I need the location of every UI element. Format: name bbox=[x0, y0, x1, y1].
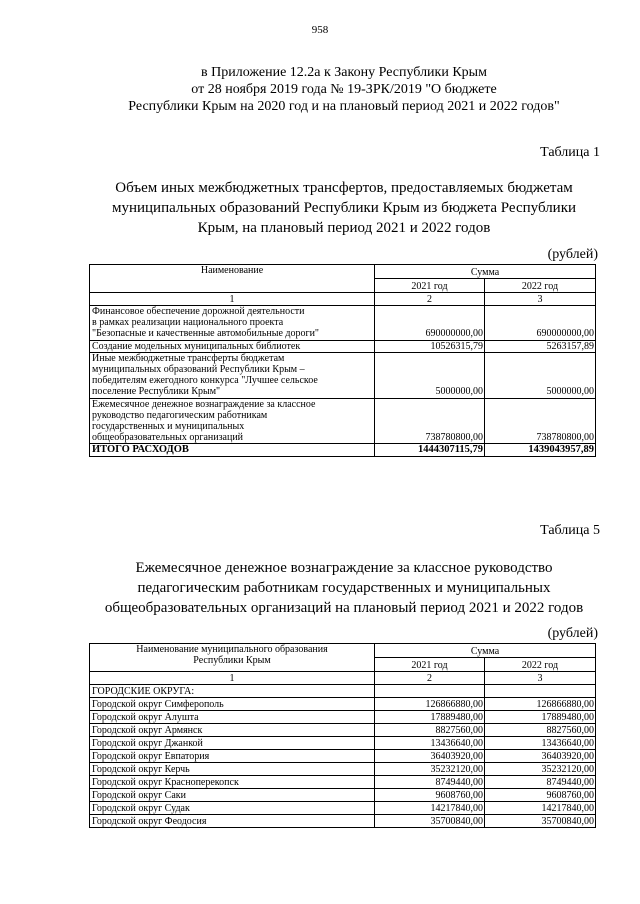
col-number: 2 bbox=[375, 293, 485, 306]
table5-label: Таблица 5 bbox=[540, 523, 600, 538]
col-header-sum: Сумма bbox=[375, 265, 596, 279]
table-row bbox=[90, 306, 596, 341]
value-2021: 690000000,00 bbox=[375, 306, 485, 341]
municipality-name: Городской округ Армянск bbox=[90, 724, 375, 737]
value-2021: 10526315,79 bbox=[375, 340, 485, 352]
empty-cell bbox=[375, 685, 485, 698]
value-2021: 738780800,00 bbox=[375, 398, 485, 444]
value-2021: 13436640,00 bbox=[375, 737, 485, 750]
item-name bbox=[90, 340, 375, 352]
value-2021: 35700840,00 bbox=[375, 815, 485, 828]
value-2021: 36403920,00 bbox=[375, 750, 485, 763]
header-line: от 28 ноября 2019 года № 19-ЗРК/2019 "О бюджете bbox=[191, 82, 497, 97]
value-2021: 126866880,00 bbox=[375, 698, 485, 711]
table-row bbox=[90, 352, 596, 398]
value-2022: 36403920,00 bbox=[485, 750, 596, 763]
municipality-name: Городской округ Керчь bbox=[90, 763, 375, 776]
item-name bbox=[90, 398, 375, 444]
value-2021: 5000000,00 bbox=[375, 352, 485, 398]
page-number: 958 bbox=[311, 24, 329, 36]
item-name-line: Иные межбюджетные трансферты бюджетам bbox=[92, 352, 285, 364]
value-2022: 690000000,00 bbox=[485, 306, 596, 341]
value-2022: 738780800,00 bbox=[485, 398, 596, 444]
title-line: общеобразовательных организаций на плановый период 2021 и 2022 годов bbox=[104, 600, 584, 616]
item-name-line: государственных и муниципальных bbox=[92, 421, 245, 433]
table1-label: Таблица 1 bbox=[540, 145, 600, 160]
total-row bbox=[90, 444, 596, 456]
col-number: 3 bbox=[485, 672, 596, 685]
item-name-line: муниципальных образований Республики Крым – bbox=[92, 364, 305, 376]
table-row bbox=[90, 750, 596, 763]
header-line: Республики Крым на 2020 год и на плановый период 2021 и 2022 годов" bbox=[128, 99, 560, 114]
table5-unit: (рублей) bbox=[547, 626, 598, 641]
class-teacher-reward-table bbox=[89, 643, 596, 828]
municipality-name: Городской округ Евпатория bbox=[90, 750, 375, 763]
col-header-2021: 2021 год bbox=[375, 658, 485, 672]
col-number: 1 bbox=[90, 672, 375, 685]
col-header-2022: 2022 год bbox=[485, 279, 596, 293]
item-name-line: победителям ежегодного конкурса "Лучшее сельское bbox=[92, 375, 318, 387]
municipality-name: Городской округ Алушта bbox=[90, 711, 375, 724]
item-name-line: Ежемесячное денежное вознаграждение за классное bbox=[92, 398, 316, 410]
value-2022: 9608760,00 bbox=[485, 789, 596, 802]
municipality-name: Городской округ Судак bbox=[90, 802, 375, 815]
value-2022: 35232120,00 bbox=[485, 763, 596, 776]
col-number: 1 bbox=[90, 293, 375, 306]
col-header-sum: Сумма bbox=[375, 644, 596, 658]
item-name-line: Создание модельных муниципальных библиотек bbox=[92, 340, 301, 352]
header-line: в Приложение 12.2а к Закону Республики Крым bbox=[201, 65, 487, 80]
table-row bbox=[90, 815, 596, 828]
col-header-2021: 2021 год bbox=[375, 279, 485, 293]
header-line: Республики Крым bbox=[193, 655, 271, 667]
empty-cell bbox=[485, 685, 596, 698]
municipality-name: Городской округ Красноперекопск bbox=[90, 776, 375, 789]
header-line: Наименование муниципального образования bbox=[136, 644, 328, 655]
col-header-2022: 2022 год bbox=[485, 658, 596, 672]
municipality-name: Городской округ Джанкой bbox=[90, 737, 375, 750]
item-name-line: Финансовое обеспечение дорожной деятельности bbox=[92, 306, 305, 317]
table-row bbox=[90, 340, 596, 352]
table1-title bbox=[88, 178, 600, 238]
table1-unit: (рублей) bbox=[547, 247, 598, 262]
table-row bbox=[90, 802, 596, 815]
table-row bbox=[90, 711, 596, 724]
item-name-line: общеобразовательных организаций bbox=[92, 432, 244, 444]
title-line: педагогическим работникам государственных и муниципальных bbox=[137, 580, 551, 596]
col-number: 2 bbox=[375, 672, 485, 685]
col-header-name: Наименование bbox=[90, 265, 375, 293]
law-reference-header bbox=[88, 64, 600, 115]
value-2022: 8749440,00 bbox=[485, 776, 596, 789]
col-number: 3 bbox=[485, 293, 596, 306]
municipality-name: Городской округ Симферополь bbox=[90, 698, 375, 711]
item-name bbox=[90, 352, 375, 398]
value-2022: 5263157,89 bbox=[485, 340, 596, 352]
value-2022: 5000000,00 bbox=[485, 352, 596, 398]
value-2022: 13436640,00 bbox=[485, 737, 596, 750]
total-2022: 1439043957,89 bbox=[485, 444, 596, 456]
title-line: муниципальных образований Республики Крым из бюджета Республики bbox=[111, 200, 577, 216]
title-line: Объем иных межбюджетных трансфертов, предоставляемых бюджетам bbox=[115, 180, 573, 196]
value-2021: 8749440,00 bbox=[375, 776, 485, 789]
value-2022: 35700840,00 bbox=[485, 815, 596, 828]
item-name-line: поселение Республики Крым" bbox=[92, 386, 221, 398]
value-2022: 17889480,00 bbox=[485, 711, 596, 724]
table5-title bbox=[88, 558, 600, 618]
table-row bbox=[90, 776, 596, 789]
table-row bbox=[90, 698, 596, 711]
value-2021: 9608760,00 bbox=[375, 789, 485, 802]
value-2022: 126866880,00 bbox=[485, 698, 596, 711]
transfers-table bbox=[89, 264, 596, 457]
section-heading: ГОРОДСКИЕ ОКРУГА: bbox=[90, 685, 375, 698]
col-header-municipality bbox=[90, 644, 375, 672]
value-2021: 17889480,00 bbox=[375, 711, 485, 724]
table-row bbox=[90, 737, 596, 750]
item-name bbox=[90, 306, 375, 341]
value-2021: 8827560,00 bbox=[375, 724, 485, 737]
table-row bbox=[90, 398, 596, 444]
municipality-name: Городской округ Феодосия bbox=[90, 815, 375, 828]
value-2022: 14217840,00 bbox=[485, 802, 596, 815]
table-row bbox=[90, 789, 596, 802]
item-name-line: руководство педагогическим работникам bbox=[92, 409, 268, 421]
table-row bbox=[90, 724, 596, 737]
total-2021: 1444307115,79 bbox=[375, 444, 485, 456]
title-line: Крым, на плановый период 2021 и 2022 годов bbox=[197, 220, 491, 236]
title-line: Ежемесячное денежное вознаграждение за классное руководство bbox=[135, 560, 553, 576]
item-name-line: "Безопасные и качественные автомобильные дороги" bbox=[92, 328, 320, 340]
total-label: ИТОГО РАСХОДОВ bbox=[90, 444, 375, 456]
value-2021: 14217840,00 bbox=[375, 802, 485, 815]
municipality-name: Городской округ Саки bbox=[90, 789, 375, 802]
item-name-line: в рамках реализации национального проекта bbox=[92, 317, 284, 329]
table-row bbox=[90, 763, 596, 776]
value-2022: 8827560,00 bbox=[485, 724, 596, 737]
value-2021: 35232120,00 bbox=[375, 763, 485, 776]
